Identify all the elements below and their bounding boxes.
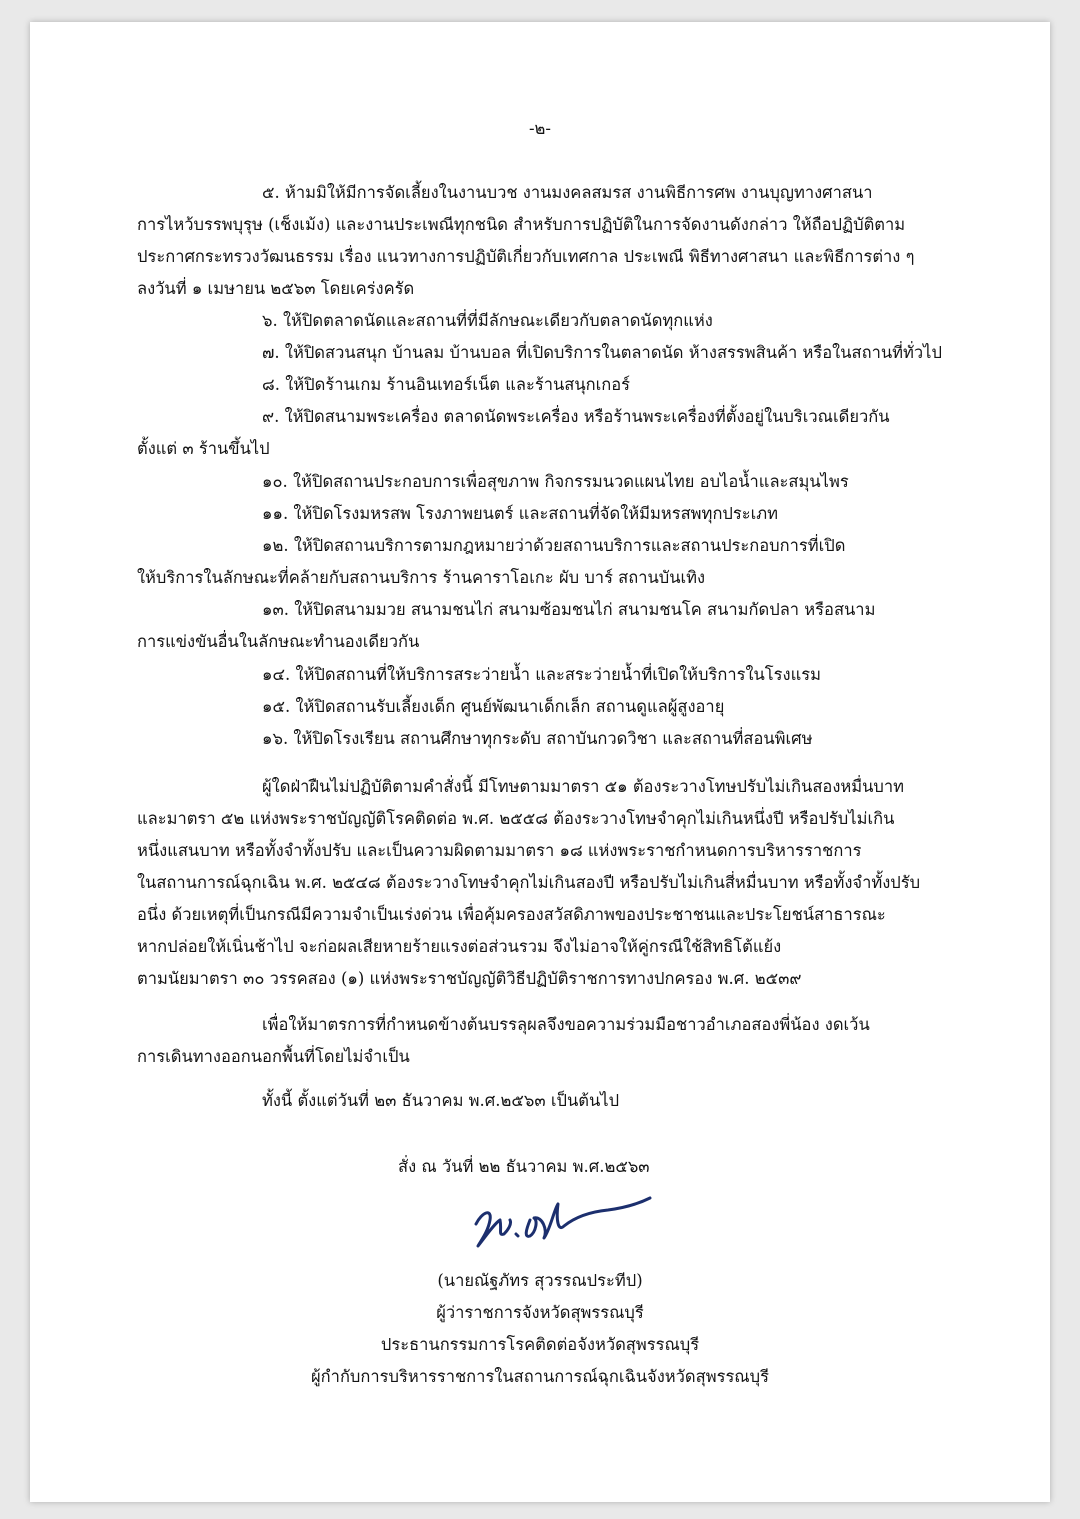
cooperation-line-2: การเดินทางออกนอกพื้นที่โดยไม่จำเป็น: [137, 1047, 410, 1066]
signatory-position-1: ผู้ว่าราชการจังหวัดสุพรรณบุรี: [436, 1303, 644, 1322]
signature-image: [468, 1190, 658, 1260]
clause-12-line-2: ให้บริการในลักษณะที่คล้ายกับสถานบริการ ร้านคาราโอเกะ ผับ บาร์ สถานบันเทิง: [137, 568, 706, 587]
clause-16: ๑๖. ให้ปิดโรงเรียน สถานศึกษาทุกระดับ สถาบันกวดวิชา และสถานที่สอนพิเศษ: [262, 729, 813, 748]
penalty-line-4: ในสถานการณ์ฉุกเฉิน พ.ศ. ๒๕๔๘ ต้องระวางโทษจำคุกไม่เกินสองปี หรือปรับไม่เกินสี่หมื่นบาท หรือทั้งจำทั้งปรับ: [137, 873, 921, 892]
penalty-line-2: และมาตรา ๕๒ แห่งพระราชบัญญัติโรคติดต่อ พ.ศ. ๒๕๕๘ ต้องระวางโทษจำคุกไม่เกินหนึ่งปี หรือปรับไม่เกิน: [137, 809, 895, 828]
page-number: -๒-: [528, 119, 552, 138]
penalty-line-3: หนึ่งแสนบาท หรือทั้งจำทั้งปรับ และเป็นความผิดตามมาตรา ๑๘ แห่งพระราชกำหนดการบริหารราชการ: [137, 841, 862, 860]
clause-9-line-2: ตั้งแต่ ๓ ร้านขึ้นไป: [137, 439, 270, 458]
cooperation-line-1: เพื่อให้มาตรการที่กำหนดข้างต้นบรรลุผลจึงขอความร่วมมือชาวอำเภอสองพี่น้อง งดเว้น: [262, 1015, 870, 1034]
clause-9-line-1: ๙. ให้ปิดสนามพระเครื่อง ตลาดนัดพระเครื่อง หรือร้านพระเครื่องที่ตั้งอยู่ในบริเวณเดียวกัน: [262, 407, 890, 426]
signatory-position-2: ประธานกรรมการโรคติดต่อจังหวัดสุพรรณบุรี: [380, 1335, 700, 1354]
clause-13-line-2: การแข่งขันอื่นในลักษณะทำนองเดียวกัน: [137, 632, 420, 651]
penalty-line-7: ตามนัยมาตรา ๓๐ วรรคสอง (๑) แห่งพระราชบัญญัติวิธีปฏิบัติราชการทางปกครอง พ.ศ. ๒๕๓๙: [137, 969, 802, 988]
clause-8: ๘. ให้ปิดร้านเกม ร้านอินเทอร์เน็ต และร้านสนุกเกอร์: [262, 375, 631, 394]
penalty-line-1: ผู้ใดฝ่าฝืนไม่ปฏิบัติตามคำสั่งนี้ มีโทษตามมาตรา ๕๑ ต้องระวางโทษปรับไม่เกินสองหมื่นบาท: [262, 777, 905, 796]
signatory-position-3: ผู้กำกับการบริหารราชการในสถานการณ์ฉุกเฉินจังหวัดสุพรรณบุรี: [311, 1367, 769, 1386]
clause-5-line-2: การไหว้บรรพบุรุษ (เช็งเม้ง) และงานประเพณีทุกชนิด สำหรับการปฏิบัติในการจัดงานดังกล่าว ให้ถือปฏิบัติตาม: [137, 215, 906, 234]
clause-6: ๖. ให้ปิดตลาดนัดและสถานที่ที่มีลักษณะเดียวกับตลาดนัดทุกแห่ง: [262, 311, 713, 330]
clause-15: ๑๕. ให้ปิดสถานรับเลี้ยงเด็ก ศูนย์พัฒนาเด็กเล็ก สถานดูแลผู้สูงอายุ: [262, 697, 725, 716]
signature-stroke: [476, 1198, 650, 1246]
penalty-line-6: หากปล่อยให้เนิ่นช้าไป จะก่อผลเสียหายร้ายแรงต่อส่วนรวม จึงไม่อาจให้คู่กรณีใช้สิทธิโต้แย้ง: [137, 937, 782, 956]
clause-12-line-1: ๑๒. ให้ปิดสถานบริการตามกฎหมายว่าด้วยสถานบริการและสถานประกอบการที่เปิด: [262, 536, 846, 555]
clause-14: ๑๔. ให้ปิดสถานที่ให้บริการสระว่ายน้ำ และสระว่ายน้ำที่เปิดให้บริการในโรงแรม: [262, 665, 821, 684]
clause-10: ๑๐. ให้ปิดสถานประกอบการเพื่อสุขภาพ กิจกรรมนวดแผนไทย อบไอน้ำและสมุนไพร: [262, 472, 849, 491]
clause-5-line-4: ลงวันที่ ๑ เมษายน ๒๕๖๓ โดยเคร่งครัด: [137, 279, 415, 298]
clause-11: ๑๑. ให้ปิดโรงมหรสพ โรงภาพยนตร์ และสถานที่จัดให้มีมหรสพทุกประเภท: [262, 504, 779, 523]
clause-5-line-1: ๕. ห้ามมิให้มีการจัดเลี้ยงในงานบวช งานมงคลสมรส งานพิธีการศพ งานบุญทางศาสนา: [262, 183, 873, 202]
signatory-name: (นายณัฐภัทร สุวรรณประทีป): [437, 1271, 643, 1290]
clause-5-line-3: ประกาศกระทรวงวัฒนธรรม เรื่อง แนวทางการปฏิบัติเกี่ยวกับเทศกาล ประเพณี พิธีทางศาสนา และพิธีการต่าง ๆ: [137, 247, 915, 266]
penalty-line-5: อนึ่ง ด้วยเหตุที่เป็นกรณีมีความจำเป็นเร่งด่วน เพื่อคุ้มครองสวัสดิภาพของประชาชนและประโยชน์สาธารณะ: [137, 905, 886, 924]
ordered-date: สั่ง ณ วันที่ ๒๒ ธันวาคม พ.ศ.๒๕๖๓: [398, 1157, 650, 1176]
clause-13-line-1: ๑๓. ให้ปิดสนามมวย สนามชนไก่ สนามซ้อมชนไก่ สนามชนโค สนามกัดปลา หรือสนาม: [262, 600, 876, 619]
effective-date: ทั้งนี้ ตั้งแต่วันที่ ๒๓ ธันวาคม พ.ศ.๒๕๖๓ เป็นต้นไป: [262, 1091, 620, 1110]
clause-7: ๗. ให้ปิดสวนสนุก บ้านลม บ้านบอล ที่เปิดบริการในตลาดนัด ห้างสรรพสินค้า หรือในสถานที่ทั่วไป: [262, 343, 942, 362]
